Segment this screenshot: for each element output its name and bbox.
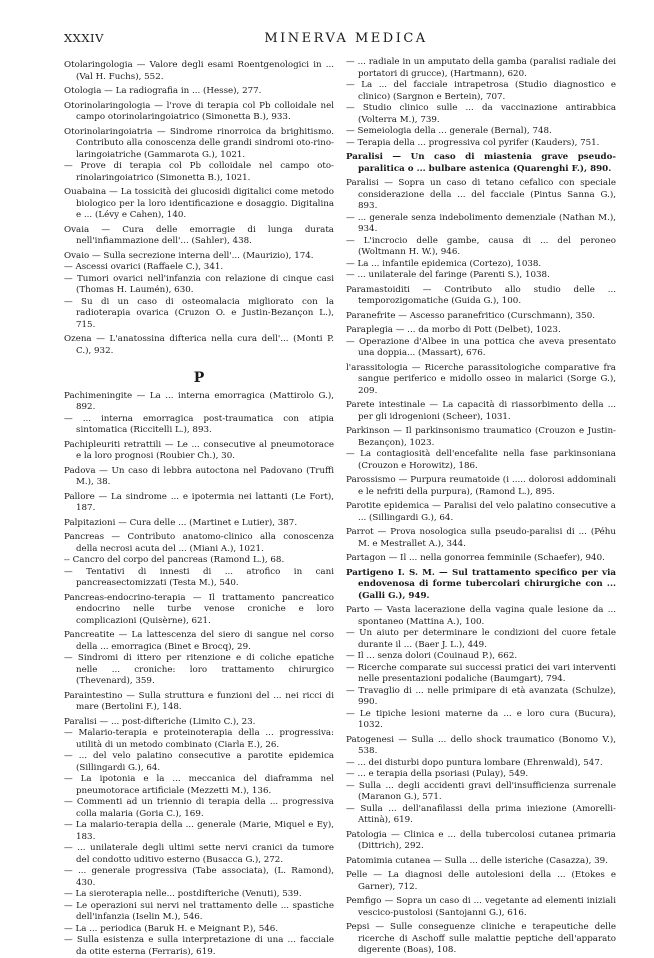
index-entry: Parotite epidemica — Paralisi del velo palatino consecutive a ... (Sillingardi G.), 64. — [346, 501, 616, 523]
index-entry: Ozena — L'anatossina difterica nella cura dell'... (Monti P. C.), 932. — [64, 334, 334, 356]
index-entry: — Terapia della ... progressiva col pyrifer (Kauders), 751. — [346, 137, 600, 148]
index-entry: Pancreatite — La lattescenza del siero di sangue nel corso della ... emorragica (Binet e Brocq), 29. — [64, 630, 334, 652]
index-entry: — La contagiosità dell'encefalite nella fase parkinsoniana (Crouzon e Horowitz), 186. — [346, 449, 616, 471]
index-entry: Patologia — Clinica e ... della tubercolosi cutanea primaria (Dittrich), 292. — [346, 829, 616, 851]
index-column-left — [64, 57, 334, 958]
index-entry: -- Cancro del corpo del pancreas (Ramond L.), 68. — [64, 555, 285, 565]
index-entry: — Un aiuto per determinare le condizioni del cuore fetale durante il ... (Baer J. L.), 449. — [346, 628, 616, 650]
index-entry: — La malario-terapia della ... generale (Marie, Miquel e Ey), 183. — [64, 820, 334, 842]
index-entry: — Operazione d'Albee in una pottica che aveva presentato una doppia... (Massart), 676. — [346, 336, 616, 358]
index-entry: Patomimia cutanea — Sulla ... delle isteriche (Casazza), 39. — [346, 855, 608, 866]
page-number: XXXIV — [64, 31, 104, 45]
index-entry: Pemfigo — Sopra un caso di ... vegetante ad elementi iniziali vescico-pustolosi (Santojanni G.), 616. — [346, 896, 616, 918]
index-entry: — La sieroterapia nelle... postdifteriche (Venuti), 539. — [64, 889, 302, 899]
index-entry: — Commenti ad un triennio di terapia della ... progressiva colla malaria (Goria C.), 169. — [64, 797, 334, 819]
index-entry: — Tumori ovarici nell'infanzia con relazione di cinque casi (Thomas H. Laumén), 630. — [64, 273, 334, 295]
index-entry: — Tentativi di innesti di ... atrofico in cani pancreasectomizzati (Testa M.), 540. — [64, 566, 334, 588]
index-entry: Partigeno I. S. M. — Sul trattamento specifico per via endovenosa di forme tubercolari chirurgiche con ... (Galli G.), 949. — [346, 567, 616, 601]
index-entry: Palpitazioni — Cura delle ... (Martinet e Lutier), 387. — [64, 517, 298, 528]
index-entry: Otologia — La radiografia in ... (Hesse), 277. — [64, 86, 262, 96]
index-entry: Paranefrite — Ascesso paranefritico (Curschmann), 350. — [346, 310, 595, 321]
index-entry: — Travaglio di ... nelle primipare di età avanzata (Schulze), 990. — [346, 685, 616, 707]
index-entry: — ... interna emorragica post-traumatica con atipia sintomatica (Riccitelli L.), 893. — [64, 413, 334, 435]
index-entry: Otolaringologia — Valore degli esami Roentgenologici in ... (Val H. Fuchs), 552. — [64, 60, 334, 82]
index-entry: — La ipotonia e la ... meccanica del diaframma nel pneumotorace artificiale (Mezzetti M.), 136. — [64, 774, 334, 796]
index-entry: — Semeiologia della ... generale (Bernal), 748. — [346, 126, 552, 136]
index-entry: — La ... periodica (Baruk H. e Meignant P.), 546. — [64, 923, 279, 934]
index-entry: — La ... del facciale intrapetrosa (Studio diagnostico e clinico) (Sargnon e Bertein), 707. — [346, 80, 616, 102]
index-entry: — Ascessi ovarici (Raffaele C.), 341. — [64, 262, 224, 272]
index-entry: Pachipleuriti retrattili — Le ... consecutive al pneumotorace e la loro prognosi (Roubier Ch.), 30. — [64, 439, 334, 461]
index-entry: — ... del velo palatino consecutive a parotite epidemica (Sillingardi G.), 64. — [64, 751, 334, 773]
index-entry: Otorinolaringoiatria — Sindrome rinorroica da brighitismo. Contributo alla conoscenza delle grandi sindromi oto-rino-laringoiatriche (Gammarota G.), 1021. — [64, 126, 334, 160]
index-entry: Patogenesi — Sulla ... dello shock traumatico (Bonomo V.), 538. — [346, 734, 616, 756]
index-entry: Pancreas-endocrino-terapia — Il trattamento pancreatico endocrino nelle turbe venose croniche e loro complicazioni (Quisèrne), 621. — [64, 592, 334, 626]
index-entry: Pachimeningite — La ... interna emorragica (Mattirolo G.), 892. — [64, 390, 334, 412]
index-entry: Ovaia — Cura delle emorragie di lunga durata nell'infiammazione dell'... (Sahler), 438. — [64, 224, 334, 246]
index-column-right — [346, 57, 616, 957]
index-entry: — Le operazioni sui nervi nel trattamento delle ... spastiche dell'infanzia (Iselin M.), 546. — [64, 900, 334, 922]
index-entry: — ... generale senza indebolimento demenziale (Nathan M.), 934. — [346, 212, 616, 234]
index-entry: Parete intestinale — La capacità di riassorbimento della ... per gli idrogenioni (Scheer), 1031. — [346, 400, 616, 422]
index-entry: Paralisi — ... post-difteriche (Limito C.), 23. — [64, 716, 256, 727]
index-entry: Ovaio — Sulla secrezione interna dell'... (Maurizio), 174. — [64, 250, 314, 261]
index-entry: — ... dei disturbi dopo puntura lombare (Ehrenwald), 547. — [346, 757, 603, 768]
index-entry: — Le tipiche lesioni materne da ... e loro cura (Bucura), 1032. — [346, 708, 616, 730]
index-entry: Partagon — Il ... nella gonorrea femminile (Schaefer), 940. — [346, 553, 605, 563]
page-header — [64, 31, 628, 47]
index-entry: — Malario-terapia e proteinoterapia della ... progressiva: utilità di un metodo combinato (Ciarla E.), 26. — [64, 728, 334, 750]
index-entry: Pallore — La sindrome ... e ipotermia nei lattanti (Le Fort), 187. — [64, 491, 334, 513]
index-entry: — Sulla esistenza e sulla interpretazione di una ... facciale da otite esterna (Ferraris), 619. — [64, 935, 334, 957]
index-entry: Parrot — Prova nosologica sulla pseudo-paralisi di ... (Péhu M. e Mestrallet A.), 344. — [346, 527, 616, 549]
index-entry: l'arassitologia — Ricerche parassitologiche comparative fra sangue periferico e midollo osseo in malarici (Sorge G.), 209. — [346, 362, 616, 396]
index-entry: — Sindromi di ittero per ritenzione e di coliche epatiche nelle ... croniche: loro trattamento chirurgico (Thevenard), 359. — [64, 653, 334, 686]
index-entry: — L'incrocio delle gambe, causa di ... del peroneo (Woltmann H. W.), 946. — [346, 235, 616, 257]
index-entry: — ... e terapia della psoriasi (Pulay), 549. — [346, 769, 529, 779]
index-entry: Parto — Vasta lacerazione della vagina quale lesione da ... spontaneo (Mattina A.), 100. — [346, 605, 616, 627]
index-entry: — ... unilaterale degli ultimi sette nervi cranici da tumore del condotto uditivo esterno (Busacca G.), 272. — [64, 843, 334, 865]
index-entry: — Ricerche comparate sui successi pratici dei vari interventi nelle presentazioni podaliche (Baumgart), 794. — [346, 662, 616, 684]
index-entry: Ouabaina — La tossicità dei glucosidi digitalici come metodo biologico per la loro identificazione e dosaggio. Digitalina e ... (Lévy e Cahen), 140. — [64, 187, 334, 220]
index-entry: Paralisi — Sopra un caso di tetano cefalico con speciale considerazione della ... del facciale (Pintus Sanna G.), 893. — [346, 178, 616, 211]
index-entry: — Studio clinico sulle ... da vaccinazione antirabbica (Volterra M.), 739. — [346, 103, 616, 125]
index-entry: — Su di un caso di osteomalacia migliorato con la radioterapia ovarica (Cruzon O. e Justin-Bezançon L.), 715. — [64, 296, 334, 330]
index-entry: Pelle — La diagnosi delle autolesioni della ... (Etokes e Garner), 712. — [346, 870, 616, 892]
index-entry: — La ... infantile epidemica (Cortezo), 1038. — [346, 258, 542, 269]
index-entry: Paraintestino — Sulla struttura e funzioni del ... nei ricci di mare (Bertolini F.), 148. — [64, 690, 334, 712]
index-entry: Paramastoiditi — Contributo allo studio delle ... temporozigomatiche (Guida G.), 100. — [346, 284, 616, 306]
index-entry: Parkinson — Il parkinsonismo traumatico (Crouzon e Justin-Bezançon), 1023. — [346, 426, 616, 448]
index-entry: — Prove di terapia col Pb colloidale nel campo oto-rinolaringoiatrico (Simonetta B.), 1021. — [64, 161, 334, 183]
index-entry: — Sulla ... dell'anafilassi della prima iniezione (Amorelli-Attinà), 619. — [346, 803, 616, 825]
index-entry: Paraplegia — ... da morbo di Pott (Delbet), 1023. — [346, 325, 561, 335]
index-entry: — ... radiale in un amputato della gamba (paralisi radiale dei portatori di grucce), (Hartmann), 620. — [346, 57, 616, 79]
index-entry: Parossismo — Purpura reumatoide (i ..... dolorosi addominali e le nefriti della purpura), (Ramond L.), 895. — [346, 475, 616, 497]
index-entry: Paralisi — Un caso di miastenia grave pseudo-paralitica o ... bulbare astenica (Quarenghi F.), 890. — [346, 152, 616, 174]
index-entry: Padova — Un caso di lebbra autoctona nel Padovano (Truffi M.), 38. — [64, 465, 334, 487]
index-entry: Otorinolaringologia — l'rove di terapia col Pb colloidale nel campo otorinolaringoiatrico (Simonetta B.), 933. — [64, 100, 334, 122]
index-entry: — ... generale progressiva (Tabe associata), (L. Ramond), 430. — [64, 866, 334, 888]
index-entry: — Sulla ... degli accidenti gravi dell'insufficienza surrenale (Maranon G.), 571. — [346, 780, 616, 802]
index-entry: — ... unilaterale del faringe (Parenti S.), 1038. — [346, 270, 550, 280]
section-letter-heading: P — [193, 370, 205, 386]
index-entry: Pancreas — Contributo anatomo-clinico alla conoscenza della necrosi acuta del ... (Miani A.), 1021. — [64, 532, 334, 554]
index-entry: — Il ... senza dolori (Couinaud P.), 662. — [346, 651, 518, 661]
journal-title: MINERVA MEDICA — [264, 31, 428, 46]
index-entry: Pepsi — Sulle conseguenze cliniche e terapeutiche delle ricerche di Aschoff sulle malattie peptiche dell'apparato digerente (Boas), 108. — [346, 922, 616, 955]
